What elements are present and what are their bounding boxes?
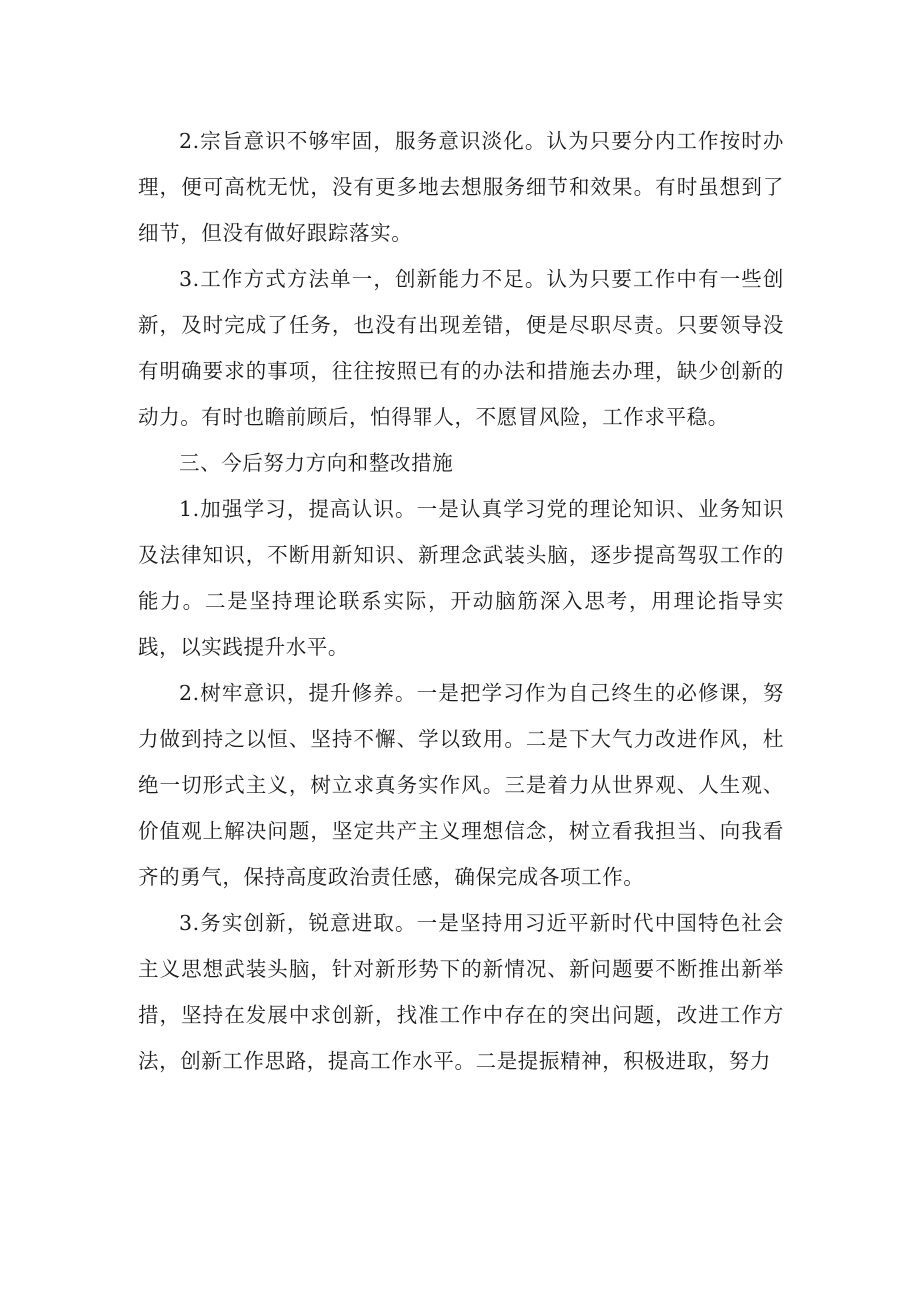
section-heading-rectification: 三、今后努力方向和整改措施 bbox=[179, 451, 454, 475]
paragraph-innovation: 3.务实创新，锐意进取。一是坚持用习近平新时代中国特色社会主义思想武装头脑，针对新形势下的新情况、新问题要不断推出新举措，坚持在发展中求创新，找准工作中存在的突出问题，改进工作方法，创新工作思路，提高工作水平。二是提振精神，积极进取，努力 bbox=[138, 911, 784, 1073]
paragraph-firm-awareness: 2.树牢意识，提升修养。一是把学习作为自己终生的必修课，努力做到持之以恒、坚持不懈、学以致用。二是下大气力改进作风，杜绝一切形式主义，树立求真务实作风。三是着力从世界观、人生观、价值观上解决问题，坚定共产主义理想信念，树立看我担当、向我看齐的勇气，保持高度政治责任感，确保完成各项工作。 bbox=[138, 681, 784, 889]
document-page bbox=[138, 118, 784, 1084]
paragraph-strengthen-learning: 1.加强学习，提高认识。一是认真学习党的理论知识、业务知识及法律知识，不断用新知识、新理念武装头脑，逐步提高驾驭工作的能力。二是坚持理论联系实际，开动脑筋深入思考，用理论指导实践，以实践提升水平。 bbox=[138, 497, 784, 659]
paragraph-service-awareness: 2.宗旨意识不够牢固，服务意识淡化。认为只要分内工作按时办理，便可高枕无忧，没有更多地去想服务细节和效果。有时虽想到了细节，但没有做好跟踪落实。 bbox=[138, 129, 784, 245]
paragraph-work-methods: 3.工作方式方法单一，创新能力不足。认为只要工作中有一些创新，及时完成了任务，也没有出现差错，便是尽职尽责。只要领导没有明确要求的事项，往往按照已有的办法和措施去办理，缺少创新的动力。有时也瞻前顾后，怕得罪人，不愿冒风险，工作求平稳。 bbox=[138, 267, 784, 429]
